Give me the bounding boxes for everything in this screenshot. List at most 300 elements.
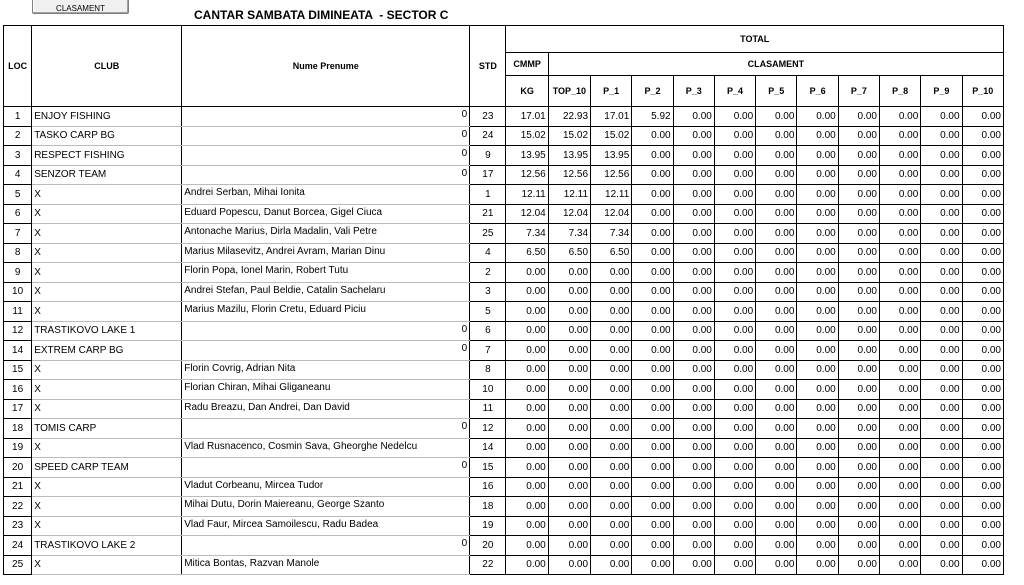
cell-p4: 0.00 (714, 497, 755, 517)
cell-p9: 0.00 (921, 321, 962, 341)
cell-std: 11 (470, 399, 506, 419)
cell-p4: 0.00 (714, 107, 755, 127)
cell-p6: 0.00 (797, 341, 838, 361)
cell-p2: 0.00 (632, 263, 673, 283)
cell-p10: 0.00 (962, 536, 1003, 556)
cell-p8: 0.00 (880, 380, 921, 400)
cell-kg: 0.00 (506, 536, 548, 556)
cell-p2: 0.00 (632, 360, 673, 380)
cell-p8: 0.00 (880, 126, 921, 146)
cell-name-zero: 0 (461, 148, 468, 159)
cell-p1: 17.01 (591, 107, 632, 127)
cell-p2: 0.00 (632, 282, 673, 302)
cell-p9: 0.00 (921, 399, 962, 419)
cell-std: 5 (470, 302, 506, 322)
cell-p1: 0.00 (591, 360, 632, 380)
page-title: CANTAR SAMBATA DIMINEATA - SECTOR C (194, 8, 449, 22)
cell-p4: 0.00 (714, 146, 755, 166)
col-header-p3: P_3 (673, 76, 714, 107)
cell-club: X (32, 302, 182, 322)
cell-loc: 14 (4, 341, 32, 361)
table-row (4, 263, 1004, 283)
cell-p6: 0.00 (797, 477, 838, 497)
cell-name-text: Radu Breazu, Dan Andrei, Dan David (184, 401, 350, 413)
cell-std: 3 (470, 282, 506, 302)
cell-club: X (32, 477, 182, 497)
cell-p4: 0.00 (714, 224, 755, 244)
cell-p4: 0.00 (714, 419, 755, 439)
cell-loc: 18 (4, 419, 32, 439)
cell-loc: 3 (4, 146, 32, 166)
cell-top10: 0.00 (548, 555, 590, 575)
cell-p5: 0.00 (756, 263, 797, 283)
cell-p3: 0.00 (673, 224, 714, 244)
cell-kg: 0.00 (506, 516, 548, 536)
cell-name-text: Florin Popa, Ionel Marin, Robert Tutu (184, 265, 349, 276)
cell-club: SPEED CARP TEAM (32, 458, 182, 478)
cell-p3: 0.00 (673, 380, 714, 400)
cell-club: X (32, 282, 182, 302)
cell-top10: 7.34 (548, 224, 590, 244)
cell-p8: 0.00 (880, 321, 921, 341)
cell-p2: 0.00 (632, 555, 673, 575)
cell-std: 25 (470, 224, 506, 244)
cell-std: 8 (470, 360, 506, 380)
cell-top10: 0.00 (548, 302, 590, 322)
cell-p3: 0.00 (673, 107, 714, 127)
cell-name (182, 555, 470, 575)
table-row (4, 302, 1004, 322)
cell-std: 6 (470, 321, 506, 341)
cell-p2: 0.00 (632, 438, 673, 458)
col-header-name: Nume Prenume (182, 26, 470, 107)
cell-name-zero: 0 (461, 128, 468, 140)
cell-loc: 17 (4, 399, 32, 419)
cell-p2: 0.00 (632, 185, 673, 205)
cell-p3: 0.00 (673, 360, 714, 380)
table-row (4, 204, 1004, 224)
cell-p1: 6.50 (591, 243, 632, 263)
cell-p7: 0.00 (838, 360, 879, 380)
cell-name-text: Andrei Serban, Mihai Ionita (184, 187, 305, 198)
cell-p7: 0.00 (838, 516, 879, 536)
cell-p3: 0.00 (673, 516, 714, 536)
cell-p6: 0.00 (797, 419, 838, 439)
cell-p9: 0.00 (921, 185, 962, 205)
cell-top10: 0.00 (548, 497, 590, 517)
cell-p3: 0.00 (673, 282, 714, 302)
cell-name (182, 438, 470, 458)
cell-p9: 0.00 (921, 107, 962, 127)
cell-p10: 0.00 (962, 263, 1003, 283)
cell-loc: 6 (4, 204, 32, 224)
cell-p8: 0.00 (880, 555, 921, 575)
cell-top10: 13.95 (548, 146, 590, 166)
cell-club: X (32, 516, 182, 536)
cell-name-zero: 0 (461, 460, 468, 471)
table-row (4, 497, 1004, 517)
cell-p8: 0.00 (880, 438, 921, 458)
cell-p5: 0.00 (756, 399, 797, 419)
cell-kg: 12.04 (506, 204, 548, 224)
cell-name-text: Mitica Bontas, Razvan Manole (184, 557, 320, 569)
cell-std: 17 (470, 165, 506, 185)
cell-p4: 0.00 (714, 458, 755, 478)
cell-loc: 2 (4, 126, 32, 146)
cell-loc: 25 (4, 555, 32, 575)
table-row (4, 419, 1004, 439)
cell-p7: 0.00 (838, 185, 879, 205)
cell-p1: 12.11 (591, 185, 632, 205)
cell-name-text: Marius Milasevitz, Andrei Avram, Marian Dinu (184, 245, 386, 257)
cell-name (182, 419, 470, 439)
cell-p7: 0.00 (838, 497, 879, 517)
cell-p8: 0.00 (880, 477, 921, 497)
cell-p5: 0.00 (756, 438, 797, 458)
cell-p1: 0.00 (591, 458, 632, 478)
cell-name (182, 224, 470, 244)
cell-p5: 0.00 (756, 126, 797, 146)
results-table (3, 25, 1004, 575)
cell-p9: 0.00 (921, 204, 962, 224)
cell-loc: 15 (4, 360, 32, 380)
cell-p9: 0.00 (921, 282, 962, 302)
cell-top10: 0.00 (548, 263, 590, 283)
cell-std: 4 (470, 243, 506, 263)
cell-name (182, 302, 470, 322)
cell-p10: 0.00 (962, 419, 1003, 439)
cell-kg: 0.00 (506, 399, 548, 419)
cell-p10: 0.00 (962, 107, 1003, 127)
cell-p9: 0.00 (921, 302, 962, 322)
cell-top10: 0.00 (548, 536, 590, 556)
cell-top10: 15.02 (548, 126, 590, 146)
cell-p8: 0.00 (880, 516, 921, 536)
cell-p4: 0.00 (714, 185, 755, 205)
cell-p10: 0.00 (962, 243, 1003, 263)
cell-p1: 0.00 (591, 282, 632, 302)
cell-name (182, 243, 470, 263)
col-header-p1: P_1 (591, 76, 632, 107)
cell-name-zero: 0 (461, 167, 468, 179)
cell-p1: 0.00 (591, 555, 632, 575)
cell-p5: 0.00 (756, 497, 797, 517)
cell-name-text: Florin Covrig, Adrian Nita (184, 362, 296, 374)
cell-p2: 0.00 (632, 126, 673, 146)
cell-p6: 0.00 (797, 458, 838, 478)
cell-std: 22 (470, 555, 506, 575)
col-header-p7: P_7 (838, 76, 879, 107)
cell-p9: 0.00 (921, 341, 962, 361)
cell-p7: 0.00 (838, 204, 879, 224)
cell-p9: 0.00 (921, 165, 962, 185)
cell-p9: 0.00 (921, 263, 962, 283)
cell-loc: 12 (4, 321, 32, 341)
cell-p7: 0.00 (838, 438, 879, 458)
cell-p4: 0.00 (714, 204, 755, 224)
cell-p3: 0.00 (673, 497, 714, 517)
cell-p2: 0.00 (632, 516, 673, 536)
col-header-std: STD (470, 26, 506, 107)
cell-p9: 0.00 (921, 458, 962, 478)
col-header-p6: P_6 (797, 76, 838, 107)
cell-top10: 22.93 (548, 107, 590, 127)
cell-kg: 6.50 (506, 243, 548, 263)
cell-club: X (32, 497, 182, 517)
cell-p5: 0.00 (756, 477, 797, 497)
cell-p7: 0.00 (838, 477, 879, 497)
clasament-button[interactable]: CLASAMENT (32, 0, 129, 14)
cell-kg: 17.01 (506, 107, 548, 127)
cell-top10: 0.00 (548, 380, 590, 400)
cell-p10: 0.00 (962, 126, 1003, 146)
cell-p7: 0.00 (838, 243, 879, 263)
cell-p2: 0.00 (632, 224, 673, 244)
cell-p3: 0.00 (673, 126, 714, 146)
table-row (4, 516, 1004, 536)
cell-top10: 12.11 (548, 185, 590, 205)
cell-loc: 20 (4, 458, 32, 478)
col-header-p4: P_4 (714, 76, 755, 107)
cell-p9: 0.00 (921, 224, 962, 244)
cell-p7: 0.00 (838, 321, 879, 341)
cell-name (182, 380, 470, 400)
cell-p8: 0.00 (880, 360, 921, 380)
cell-p9: 0.00 (921, 555, 962, 575)
table-row (4, 165, 1004, 185)
cell-p3: 0.00 (673, 555, 714, 575)
cell-p7: 0.00 (838, 536, 879, 556)
cell-p6: 0.00 (797, 243, 838, 263)
cell-p1: 0.00 (591, 477, 632, 497)
cell-p3: 0.00 (673, 243, 714, 263)
cell-kg: 0.00 (506, 360, 548, 380)
cell-std: 14 (470, 438, 506, 458)
col-header-p5: P_5 (756, 76, 797, 107)
cell-loc: 4 (4, 165, 32, 185)
cell-p2: 0.00 (632, 165, 673, 185)
cell-name-zero: 0 (461, 538, 468, 549)
cell-p1: 13.95 (591, 146, 632, 166)
cell-p7: 0.00 (838, 380, 879, 400)
cell-p2: 0.00 (632, 341, 673, 361)
cell-p7: 0.00 (838, 126, 879, 146)
cell-p1: 0.00 (591, 497, 632, 517)
cell-p6: 0.00 (797, 126, 838, 146)
cell-p7: 0.00 (838, 224, 879, 244)
cell-p1: 0.00 (591, 516, 632, 536)
cell-p6: 0.00 (797, 282, 838, 302)
cell-p8: 0.00 (880, 399, 921, 419)
cell-loc: 24 (4, 536, 32, 556)
table-row (4, 243, 1004, 263)
col-header-club: CLUB (32, 26, 182, 107)
cell-club: X (32, 399, 182, 419)
cell-p3: 0.00 (673, 477, 714, 497)
cell-p3: 0.00 (673, 536, 714, 556)
cell-p5: 0.00 (756, 224, 797, 244)
cell-p10: 0.00 (962, 477, 1003, 497)
cell-p10: 0.00 (962, 380, 1003, 400)
cell-p2: 0.00 (632, 204, 673, 224)
cell-loc: 1 (4, 107, 32, 127)
cell-p9: 0.00 (921, 419, 962, 439)
cell-p6: 0.00 (797, 399, 838, 419)
cell-p2: 0.00 (632, 146, 673, 166)
cell-p6: 0.00 (797, 204, 838, 224)
cell-top10: 6.50 (548, 243, 590, 263)
cell-name (182, 204, 470, 224)
cell-club: X (32, 204, 182, 224)
cell-p2: 0.00 (632, 536, 673, 556)
cell-name-text: Eduard Popescu, Danut Borcea, Gigel Ciuca (184, 206, 383, 218)
cell-loc: 5 (4, 185, 32, 205)
cell-loc: 23 (4, 516, 32, 536)
cell-club: X (32, 380, 182, 400)
cell-p8: 0.00 (880, 263, 921, 283)
cell-p8: 0.00 (880, 302, 921, 322)
table-header (4, 26, 1004, 107)
col-header-clasament: CLASAMENT (548, 53, 1003, 76)
cell-p9: 0.00 (921, 438, 962, 458)
cell-name (182, 516, 470, 536)
cell-name (182, 263, 470, 283)
cell-p4: 0.00 (714, 438, 755, 458)
cell-p2: 0.00 (632, 497, 673, 517)
cell-kg: 0.00 (506, 302, 548, 322)
cell-p1: 12.56 (591, 165, 632, 185)
cell-p5: 0.00 (756, 380, 797, 400)
cell-p9: 0.00 (921, 497, 962, 517)
cell-top10: 0.00 (548, 477, 590, 497)
cell-kg: 0.00 (506, 341, 548, 361)
cell-club: X (32, 243, 182, 263)
cell-p9: 0.00 (921, 380, 962, 400)
cell-p3: 0.00 (673, 165, 714, 185)
cell-p5: 0.00 (756, 204, 797, 224)
cell-name-zero: 0 (461, 343, 468, 354)
cell-p6: 0.00 (797, 380, 838, 400)
cell-p7: 0.00 (838, 282, 879, 302)
cell-p8: 0.00 (880, 165, 921, 185)
cell-p1: 0.00 (591, 536, 632, 556)
cell-p4: 0.00 (714, 399, 755, 419)
cell-p2: 0.00 (632, 380, 673, 400)
cell-club: X (32, 185, 182, 205)
table-row (4, 438, 1004, 458)
cell-name-text: Vlad Rusnacenco, Cosmin Sava, Gheorghe Nedelcu (184, 440, 418, 452)
cell-top10: 0.00 (548, 438, 590, 458)
cell-kg: 0.00 (506, 497, 548, 517)
cell-club: TRASTIKOVO LAKE 1 (32, 321, 182, 341)
cell-std: 7 (470, 341, 506, 361)
table-row (4, 458, 1004, 478)
cell-p5: 0.00 (756, 321, 797, 341)
cell-top10: 12.56 (548, 165, 590, 185)
cell-p5: 0.00 (756, 419, 797, 439)
cell-p1: 0.00 (591, 438, 632, 458)
cell-p4: 0.00 (714, 536, 755, 556)
cell-p2: 0.00 (632, 458, 673, 478)
cell-p8: 0.00 (880, 204, 921, 224)
cell-p2: 5.92 (632, 107, 673, 127)
cell-name (182, 321, 470, 341)
cell-std: 12 (470, 419, 506, 439)
cell-p7: 0.00 (838, 263, 879, 283)
cell-top10: 0.00 (548, 321, 590, 341)
cell-p3: 0.00 (673, 419, 714, 439)
cell-std: 10 (470, 380, 506, 400)
cell-loc: 22 (4, 497, 32, 517)
col-header-top10: TOP_10 (548, 76, 590, 107)
cell-loc: 11 (4, 302, 32, 322)
cell-p5: 0.00 (756, 146, 797, 166)
cell-loc: 8 (4, 243, 32, 263)
cell-p6: 0.00 (797, 321, 838, 341)
cell-club: X (32, 360, 182, 380)
cell-std: 19 (470, 516, 506, 536)
cell-top10: 12.04 (548, 204, 590, 224)
cell-p4: 0.00 (714, 243, 755, 263)
cell-p10: 0.00 (962, 224, 1003, 244)
cell-p2: 0.00 (632, 477, 673, 497)
cell-p5: 0.00 (756, 516, 797, 536)
cell-loc: 10 (4, 282, 32, 302)
table-row (4, 341, 1004, 361)
cell-p7: 0.00 (838, 107, 879, 127)
cell-p5: 0.00 (756, 360, 797, 380)
cell-p8: 0.00 (880, 458, 921, 478)
cell-club: RESPECT FISHING (32, 146, 182, 166)
cell-p4: 0.00 (714, 263, 755, 283)
cell-name-text: Vlad Faur, Mircea Samoilescu, Radu Badea (184, 518, 379, 530)
cell-p6: 0.00 (797, 107, 838, 127)
col-header-kg: KG (506, 76, 548, 107)
cell-p3: 0.00 (673, 204, 714, 224)
cell-kg: 0.00 (506, 555, 548, 575)
cell-p5: 0.00 (756, 458, 797, 478)
cell-p2: 0.00 (632, 399, 673, 419)
cell-p6: 0.00 (797, 263, 838, 283)
cell-p4: 0.00 (714, 380, 755, 400)
cell-loc: 19 (4, 438, 32, 458)
cell-p10: 0.00 (962, 399, 1003, 419)
cell-p3: 0.00 (673, 185, 714, 205)
cell-p7: 0.00 (838, 399, 879, 419)
cell-name-text: Vladut Corbeanu, Mircea Tudor (184, 479, 324, 491)
cell-p1: 0.00 (591, 302, 632, 322)
cell-name (182, 477, 470, 497)
cell-std: 1 (470, 185, 506, 205)
cell-kg: 12.11 (506, 185, 548, 205)
table-row (4, 399, 1004, 419)
cell-p4: 0.00 (714, 126, 755, 146)
cell-name (182, 399, 470, 419)
cell-club: TRASTIKOVO LAKE 2 (32, 536, 182, 556)
cell-p4: 0.00 (714, 360, 755, 380)
cell-name-zero: 0 (461, 109, 468, 120)
cell-kg: 0.00 (506, 282, 548, 302)
cell-p5: 0.00 (756, 302, 797, 322)
cell-p7: 0.00 (838, 341, 879, 361)
cell-p5: 0.00 (756, 282, 797, 302)
cell-name-zero: 0 (461, 323, 468, 335)
cell-top10: 0.00 (548, 282, 590, 302)
cell-p6: 0.00 (797, 146, 838, 166)
cell-kg: 0.00 (506, 438, 548, 458)
cell-p5: 0.00 (756, 107, 797, 127)
cell-p2: 0.00 (632, 419, 673, 439)
